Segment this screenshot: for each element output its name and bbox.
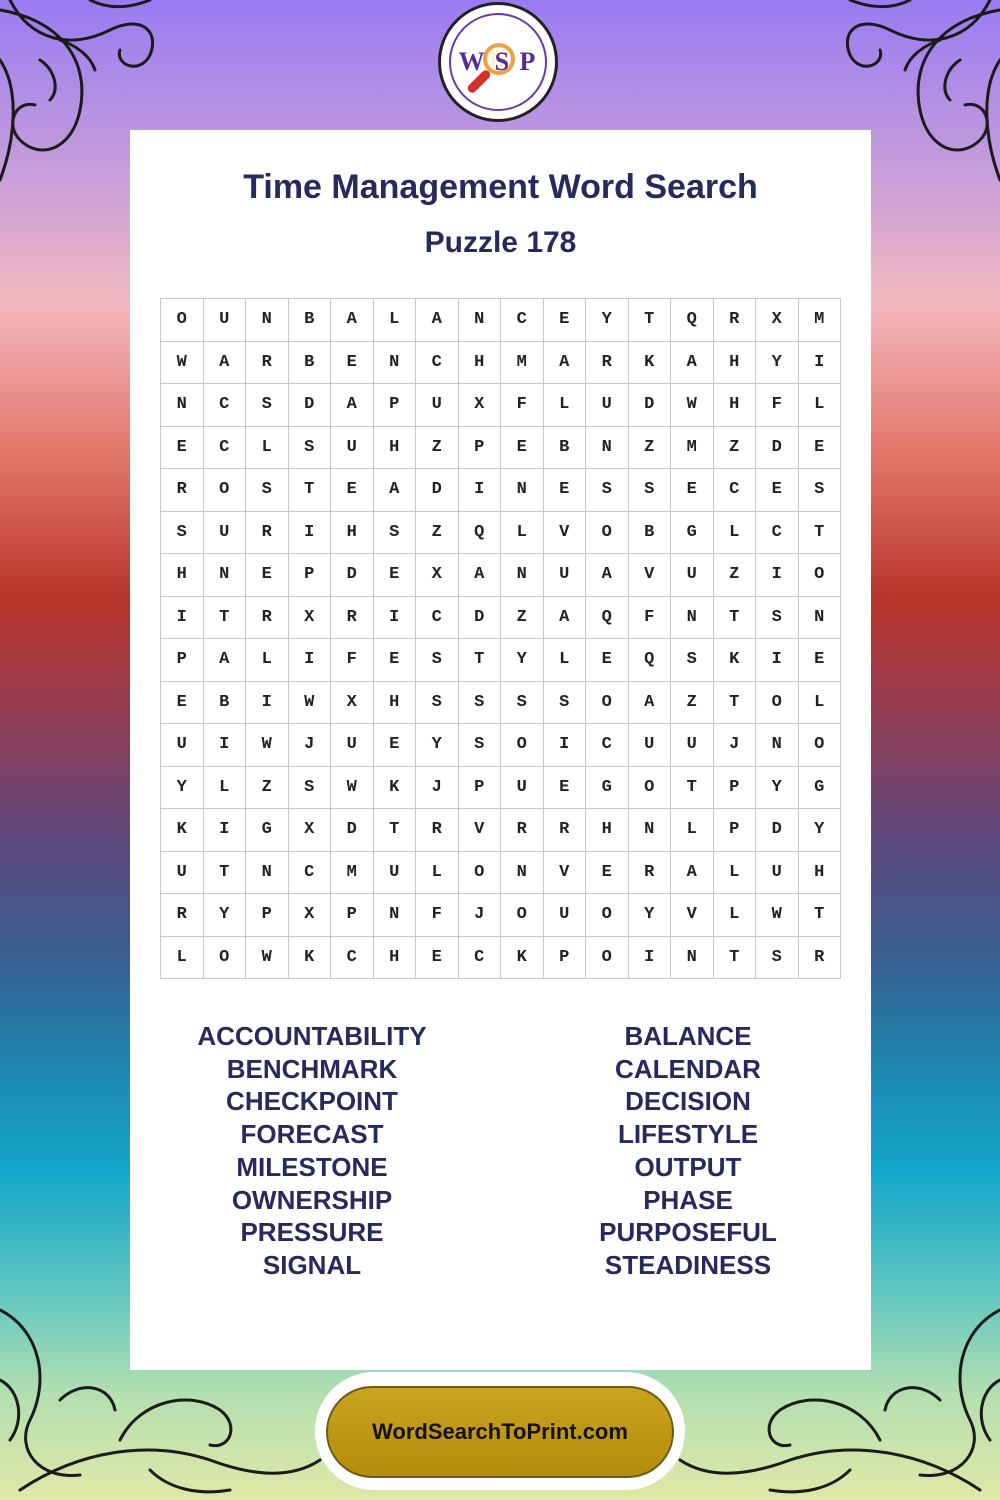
grid-cell[interactable]: M <box>799 299 842 342</box>
grid-cell[interactable]: E <box>671 469 714 512</box>
grid-cell[interactable]: A <box>629 682 672 725</box>
grid-cell[interactable]: K <box>501 937 544 980</box>
grid-cell[interactable]: E <box>586 852 629 895</box>
grid-cell[interactable]: R <box>331 597 374 640</box>
grid-cell[interactable]: V <box>544 512 587 555</box>
grid-cell[interactable]: U <box>331 724 374 767</box>
grid-cell[interactable]: N <box>629 809 672 852</box>
grid-cell[interactable]: U <box>629 724 672 767</box>
grid-cell[interactable]: O <box>756 682 799 725</box>
grid-cell[interactable]: T <box>714 682 757 725</box>
grid-cell[interactable]: I <box>246 682 289 725</box>
word-list-item: SIGNAL <box>262 1249 362 1280</box>
grid-cell[interactable]: L <box>246 427 289 470</box>
grid-cell[interactable]: N <box>586 427 629 470</box>
grid-cell[interactable]: K <box>629 342 672 385</box>
grid-cell[interactable]: P <box>161 639 204 682</box>
grid-cell[interactable]: S <box>799 469 842 512</box>
grid-cell[interactable]: G <box>246 809 289 852</box>
grid-cell[interactable]: C <box>331 937 374 980</box>
grid-cell[interactable]: L <box>204 767 247 810</box>
grid-cell[interactable]: X <box>289 809 332 852</box>
grid-cell[interactable]: S <box>586 469 629 512</box>
grid-cell[interactable]: Z <box>416 512 459 555</box>
grid-cell[interactable]: I <box>161 597 204 640</box>
grid-cell[interactable]: C <box>459 937 502 980</box>
word-list-item: PURPOSEFUL <box>599 1217 777 1248</box>
word-list-right <box>538 1020 838 1282</box>
grid-cell[interactable]: T <box>629 299 672 342</box>
grid-cell[interactable]: Y <box>161 767 204 810</box>
grid-cell[interactable]: L <box>714 852 757 895</box>
grid-cell[interactable]: S <box>289 767 332 810</box>
grid-cell[interactable]: D <box>756 427 799 470</box>
word-list-item: BALANCE <box>624 1021 752 1051</box>
grid-cell[interactable]: R <box>799 937 842 980</box>
grid-cell[interactable]: L <box>714 894 757 937</box>
grid-cell[interactable]: L <box>161 937 204 980</box>
grid-cell[interactable]: R <box>246 597 289 640</box>
grid-cell[interactable]: R <box>246 342 289 385</box>
grid-cell[interactable]: P <box>544 937 587 980</box>
grid-cell[interactable]: I <box>204 724 247 767</box>
grid-cell[interactable]: H <box>331 512 374 555</box>
grid-cell[interactable]: B <box>289 299 332 342</box>
grid-cell[interactable]: G <box>799 767 842 810</box>
grid-cell[interactable]: W <box>246 937 289 980</box>
grid-cell[interactable]: H <box>586 809 629 852</box>
grid-cell[interactable]: L <box>544 639 587 682</box>
grid-cell[interactable]: S <box>544 682 587 725</box>
grid-cell[interactable]: N <box>161 384 204 427</box>
grid-cell[interactable]: Q <box>459 512 502 555</box>
grid-cell[interactable]: T <box>799 512 842 555</box>
grid-cell[interactable]: I <box>756 639 799 682</box>
grid-cell[interactable]: A <box>586 554 629 597</box>
word-list-item: FORECAST <box>240 1119 384 1150</box>
word-list-item: BENCHMARK <box>226 1053 398 1084</box>
grid-cell[interactable]: Z <box>629 427 672 470</box>
grid-cell[interactable]: N <box>204 554 247 597</box>
grid-cell[interactable]: S <box>416 639 459 682</box>
grid-cell[interactable]: S <box>501 682 544 725</box>
grid-cell[interactable]: B <box>544 427 587 470</box>
grid-cell[interactable]: M <box>501 342 544 385</box>
grid-cell[interactable]: U <box>671 554 714 597</box>
grid-cell[interactable]: T <box>204 597 247 640</box>
grid-cell[interactable]: E <box>799 427 842 470</box>
grid-cell[interactable]: A <box>374 469 417 512</box>
grid-cell[interactable]: E <box>544 299 587 342</box>
grid-cell[interactable]: S <box>246 384 289 427</box>
grid-cell[interactable]: T <box>671 767 714 810</box>
logo-letters: W S P <box>458 47 538 76</box>
grid-cell[interactable]: J <box>714 724 757 767</box>
grid-cell[interactable]: L <box>714 512 757 555</box>
grid-cell[interactable]: Y <box>756 767 799 810</box>
grid-cell[interactable]: R <box>586 342 629 385</box>
grid-cell[interactable]: S <box>289 427 332 470</box>
grid-cell[interactable]: O <box>799 554 842 597</box>
grid-cell[interactable]: Y <box>204 894 247 937</box>
word-list-left <box>162 1020 462 1282</box>
grid-cell[interactable]: C <box>289 852 332 895</box>
grid-cell[interactable]: O <box>629 767 672 810</box>
grid-cell[interactable]: H <box>374 937 417 980</box>
word-list-item: STEADINESS <box>604 1249 772 1280</box>
grid-cell[interactable]: E <box>756 469 799 512</box>
grid-cell[interactable]: N <box>374 342 417 385</box>
grid-cell[interactable]: W <box>756 894 799 937</box>
grid-cell[interactable]: I <box>756 554 799 597</box>
grid-cell[interactable]: I <box>629 937 672 980</box>
grid-cell[interactable]: D <box>756 809 799 852</box>
grid-cell[interactable]: T <box>374 809 417 852</box>
grid-cell[interactable]: B <box>204 682 247 725</box>
grid-cell[interactable]: T <box>204 852 247 895</box>
grid-cell[interactable]: T <box>289 469 332 512</box>
grid-cell[interactable]: W <box>161 342 204 385</box>
grid-cell[interactable]: C <box>714 469 757 512</box>
grid-cell[interactable]: S <box>161 512 204 555</box>
grid-cell[interactable]: P <box>714 809 757 852</box>
grid-cell[interactable]: A <box>459 554 502 597</box>
grid-cell[interactable]: A <box>544 342 587 385</box>
grid-cell[interactable]: M <box>331 852 374 895</box>
grid-cell[interactable]: C <box>416 597 459 640</box>
grid-cell[interactable]: A <box>671 342 714 385</box>
grid-cell[interactable]: K <box>374 767 417 810</box>
grid-cell[interactable]: P <box>374 384 417 427</box>
grid-cell[interactable]: N <box>501 852 544 895</box>
grid-cell[interactable]: N <box>756 724 799 767</box>
grid-cell[interactable]: P <box>331 894 374 937</box>
grid-cell[interactable]: W <box>289 682 332 725</box>
grid-cell[interactable]: H <box>714 342 757 385</box>
puzzle-card <box>130 130 871 1370</box>
grid-cell[interactable]: L <box>501 512 544 555</box>
grid-cell[interactable]: S <box>756 597 799 640</box>
grid-cell[interactable]: N <box>501 469 544 512</box>
grid-cell[interactable]: L <box>799 682 842 725</box>
grid-cell[interactable]: R <box>416 809 459 852</box>
grid-cell[interactable]: G <box>671 512 714 555</box>
grid-cell[interactable]: C <box>586 724 629 767</box>
grid-cell[interactable]: F <box>629 597 672 640</box>
grid-cell[interactable]: P <box>459 767 502 810</box>
word-list-item: LIFESTYLE <box>617 1119 759 1150</box>
grid-cell[interactable]: Z <box>416 427 459 470</box>
grid-cell[interactable]: O <box>586 682 629 725</box>
grid-cell[interactable]: E <box>799 639 842 682</box>
grid-cell[interactable]: B <box>629 512 672 555</box>
grid-cell[interactable]: E <box>161 427 204 470</box>
grid-cell[interactable]: E <box>246 554 289 597</box>
grid-cell[interactable]: E <box>374 554 417 597</box>
grid-cell[interactable]: X <box>756 299 799 342</box>
grid-cell[interactable]: S <box>416 682 459 725</box>
grid-cell[interactable]: N <box>671 597 714 640</box>
grid-cell[interactable]: C <box>204 384 247 427</box>
grid-cell[interactable]: T <box>714 937 757 980</box>
grid-cell[interactable]: U <box>544 554 587 597</box>
grid-cell[interactable]: H <box>714 384 757 427</box>
grid-cell[interactable]: H <box>161 554 204 597</box>
grid-cell[interactable]: X <box>289 597 332 640</box>
grid-cell[interactable]: Y <box>799 809 842 852</box>
grid-cell[interactable]: L <box>374 299 417 342</box>
grid-cell[interactable]: R <box>501 809 544 852</box>
grid-cell[interactable]: A <box>416 299 459 342</box>
grid-cell[interactable]: V <box>544 852 587 895</box>
grid-cell[interactable]: Y <box>416 724 459 767</box>
grid-cell[interactable]: K <box>161 809 204 852</box>
site-logo[interactable] <box>438 2 558 122</box>
grid-cell[interactable]: O <box>586 512 629 555</box>
grid-cell[interactable]: H <box>374 427 417 470</box>
grid-cell[interactable]: J <box>459 894 502 937</box>
grid-cell[interactable]: S <box>459 682 502 725</box>
grid-cell[interactable]: P <box>459 427 502 470</box>
grid-cell[interactable]: S <box>671 639 714 682</box>
grid-cell[interactable]: C <box>416 342 459 385</box>
grid-cell[interactable]: X <box>459 384 502 427</box>
grid-cell[interactable]: E <box>501 427 544 470</box>
grid-cell[interactable]: Y <box>586 299 629 342</box>
grid-cell[interactable]: N <box>459 299 502 342</box>
grid-cell[interactable]: D <box>289 384 332 427</box>
grid-cell[interactable]: O <box>459 852 502 895</box>
word-list-item: MILESTONE <box>236 1151 388 1182</box>
grid-cell[interactable]: R <box>544 809 587 852</box>
grid-cell[interactable]: R <box>629 852 672 895</box>
grid-cell[interactable]: Z <box>246 767 289 810</box>
grid-cell[interactable]: L <box>416 852 459 895</box>
grid-cell[interactable]: V <box>671 894 714 937</box>
grid-cell[interactable]: Q <box>671 299 714 342</box>
grid-cell[interactable]: X <box>416 554 459 597</box>
grid-cell[interactable]: R <box>161 469 204 512</box>
grid-cell[interactable]: F <box>331 639 374 682</box>
grid-cell[interactable]: U <box>416 384 459 427</box>
grid-cell[interactable]: J <box>289 724 332 767</box>
grid-cell[interactable]: Y <box>756 342 799 385</box>
grid-cell[interactable]: P <box>289 554 332 597</box>
grid-cell[interactable]: H <box>374 682 417 725</box>
grid-cell[interactable]: D <box>331 809 374 852</box>
word-list-item: ACCOUNTABILITY <box>197 1021 427 1051</box>
grid-cell[interactable]: K <box>289 937 332 980</box>
grid-cell[interactable]: Z <box>714 554 757 597</box>
grid-cell[interactable]: R <box>714 299 757 342</box>
grid-cell[interactable]: Z <box>501 597 544 640</box>
grid-cell[interactable]: E <box>586 639 629 682</box>
grid-cell[interactable]: E <box>161 682 204 725</box>
grid-cell[interactable]: U <box>586 384 629 427</box>
grid-cell[interactable]: I <box>289 639 332 682</box>
grid-cell[interactable]: H <box>459 342 502 385</box>
grid-cell[interactable]: D <box>629 384 672 427</box>
grid-cell[interactable]: X <box>331 682 374 725</box>
grid-cell[interactable]: I <box>544 724 587 767</box>
grid-cell[interactable]: X <box>289 894 332 937</box>
grid-cell[interactable]: U <box>374 852 417 895</box>
grid-cell[interactable]: Q <box>629 639 672 682</box>
grid-cell[interactable]: E <box>416 937 459 980</box>
grid-cell[interactable]: N <box>671 937 714 980</box>
word-list-item: PRESSURE <box>240 1217 384 1248</box>
grid-cell[interactable]: V <box>459 809 502 852</box>
grid-cell[interactable]: U <box>671 724 714 767</box>
grid-cell[interactable]: W <box>331 767 374 810</box>
grid-cell[interactable]: C <box>501 299 544 342</box>
grid-cell[interactable]: O <box>161 299 204 342</box>
grid-cell[interactable]: L <box>246 639 289 682</box>
grid-cell[interactable]: T <box>714 597 757 640</box>
grid-cell[interactable]: L <box>671 809 714 852</box>
grid-cell[interactable]: E <box>544 469 587 512</box>
grid-cell[interactable]: O <box>204 469 247 512</box>
word-list-item: CHECKPOINT <box>226 1086 398 1117</box>
grid-cell[interactable]: E <box>331 469 374 512</box>
grid-cell[interactable]: N <box>799 597 842 640</box>
word-list-item: CALENDAR <box>615 1053 761 1084</box>
grid-cell[interactable]: O <box>501 894 544 937</box>
grid-cell[interactable]: Z <box>671 682 714 725</box>
grid-cell[interactable]: E <box>331 342 374 385</box>
grid-cell[interactable]: U <box>161 724 204 767</box>
grid-cell[interactable]: Z <box>714 427 757 470</box>
grid-cell[interactable]: T <box>799 894 842 937</box>
page-title: Time Management Word Search <box>243 168 758 206</box>
grid-cell[interactable]: S <box>629 469 672 512</box>
grid-cell[interactable]: V <box>629 554 672 597</box>
grid-cell[interactable]: A <box>331 299 374 342</box>
grid-cell[interactable]: M <box>671 427 714 470</box>
grid-cell[interactable]: W <box>671 384 714 427</box>
grid-cell[interactable]: K <box>714 639 757 682</box>
grid-cell[interactable]: U <box>331 427 374 470</box>
grid-cell[interactable]: A <box>204 639 247 682</box>
grid-cell[interactable]: I <box>374 597 417 640</box>
word-list-item: OWNERSHIP <box>231 1184 393 1215</box>
grid-cell[interactable]: U <box>204 512 247 555</box>
grid-cell[interactable]: Y <box>629 894 672 937</box>
grid-cell[interactable]: F <box>756 384 799 427</box>
grid-cell[interactable]: P <box>714 767 757 810</box>
grid-cell[interactable]: L <box>544 384 587 427</box>
grid-cell[interactable]: A <box>204 342 247 385</box>
grid-cell[interactable]: S <box>246 469 289 512</box>
grid-cell[interactable]: F <box>501 384 544 427</box>
grid-cell[interactable]: C <box>204 427 247 470</box>
grid-cell[interactable]: G <box>586 767 629 810</box>
grid-cell[interactable]: O <box>586 894 629 937</box>
grid-cell[interactable]: R <box>246 512 289 555</box>
grid-cell[interactable]: E <box>544 767 587 810</box>
grid-cell[interactable]: I <box>459 469 502 512</box>
grid-cell[interactable]: D <box>416 469 459 512</box>
grid-cell[interactable]: O <box>204 937 247 980</box>
grid-cell[interactable]: D <box>331 554 374 597</box>
grid-cell[interactable]: N <box>246 852 289 895</box>
grid-cell[interactable]: O <box>501 724 544 767</box>
word-list-item: OUTPUT <box>634 1151 742 1182</box>
grid-cell[interactable]: C <box>756 512 799 555</box>
grid-cell[interactable]: U <box>161 852 204 895</box>
grid-cell[interactable]: F <box>416 894 459 937</box>
word-list-item: PHASE <box>643 1184 733 1215</box>
grid-cell[interactable]: U <box>544 894 587 937</box>
grid-cell[interactable]: S <box>374 512 417 555</box>
grid-cell[interactable]: U <box>204 299 247 342</box>
puzzle-number: Puzzle 178 <box>424 226 577 259</box>
grid-cell[interactable]: O <box>799 724 842 767</box>
grid-cell[interactable]: O <box>586 937 629 980</box>
grid-cell[interactable]: A <box>331 384 374 427</box>
grid-cell[interactable]: S <box>459 724 502 767</box>
grid-cell[interactable]: I <box>289 512 332 555</box>
word-list-item: DECISION <box>625 1086 751 1117</box>
grid-cell[interactable]: A <box>671 852 714 895</box>
grid-cell[interactable]: U <box>756 852 799 895</box>
grid-cell[interactable]: L <box>799 384 842 427</box>
grid-cell[interactable]: Q <box>586 597 629 640</box>
grid-cell[interactable]: T <box>459 639 502 682</box>
grid-cell[interactable]: N <box>501 554 544 597</box>
grid-cell[interactable]: S <box>756 937 799 980</box>
grid-cell[interactable]: E <box>374 724 417 767</box>
site-link-button[interactable]: WordSearchToPrint.com <box>326 1386 674 1478</box>
grid-cell[interactable]: D <box>459 597 502 640</box>
grid-cell[interactable]: R <box>161 894 204 937</box>
grid-cell[interactable]: H <box>799 852 842 895</box>
grid-cell[interactable]: J <box>416 767 459 810</box>
grid-cell[interactable]: W <box>246 724 289 767</box>
grid-cell[interactable]: N <box>246 299 289 342</box>
grid-cell[interactable]: A <box>544 597 587 640</box>
grid-cell[interactable]: U <box>501 767 544 810</box>
grid-cell[interactable]: I <box>204 809 247 852</box>
grid-cell[interactable]: E <box>374 639 417 682</box>
grid-cell[interactable]: N <box>374 894 417 937</box>
grid-cell[interactable]: P <box>246 894 289 937</box>
grid-cell[interactable]: B <box>289 342 332 385</box>
grid-cell[interactable]: Y <box>501 639 544 682</box>
letter-grid <box>160 298 841 979</box>
grid-cell[interactable]: I <box>799 342 842 385</box>
